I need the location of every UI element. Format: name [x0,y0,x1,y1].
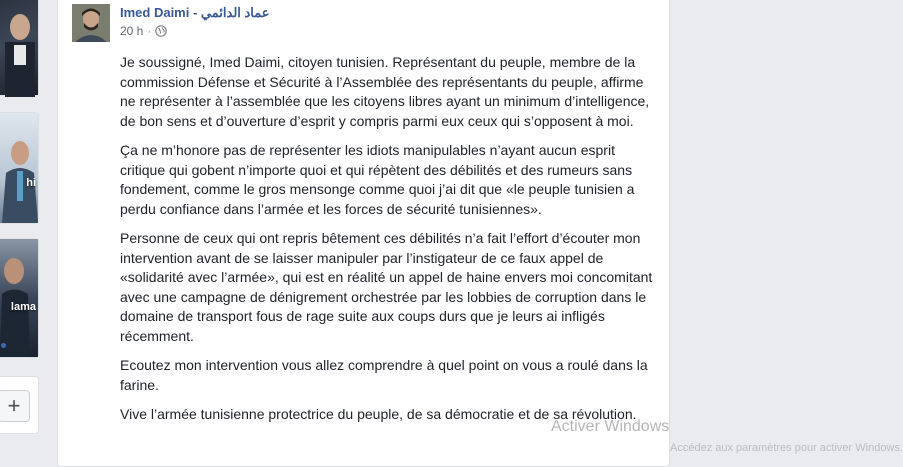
meta-separator: · [147,24,152,38]
post-paragraph: Ecoutez mon intervention vous allez comprendre à quel point on vous a roulé dans la farine. [120,357,648,393]
post-paragraph: Je soussigné, Imed Daimi, citoyen tunisien. Représentant du peuple, membre de la commission Défense et Sécurité à l’Assemblée des représentants du peuple, affirme ne représenter à l’assemblée que les citoyens libres ayant un minimum d’intelligence, de bon sens et d’ouverture d’esprit y compris parmi eux ceux qui s’opposent à moi. [120,54,650,129]
post-card [57,0,670,467]
story-card-1[interactable] [0,0,39,96]
story-thumbnail [0,0,38,95]
story-card-3[interactable] [0,238,39,358]
story-card-2[interactable] [0,112,39,224]
unread-dot [1,343,6,348]
author-avatar[interactable] [72,4,110,42]
windows-watermark-title: Activer Windows [551,418,670,435]
add-button[interactable]: + [0,390,30,422]
post-body [120,53,660,435]
left-sidebar [0,0,40,449]
post-meta [120,24,167,38]
story-label: hi [26,177,36,189]
post-time[interactable]: 20 h [120,24,144,38]
globe-icon[interactable] [155,25,167,37]
story-label: lama [10,301,36,313]
post-paragraph: Personne de ceux qui ont repris bêtement ces débilités n’a fait l’effort d’écouter mon intervention avant de se laisser manipuler par l’instigateur de ce faux appel de «solidarité avec l’armée», qui est en réalité un appel de haine envers moi concomitant avec une campagne de dénigrement orchestrée par les lobbies de corruption dans le domaine de transport fous de rage suite aux coups durs que je leurs ai infligés récemment. [120,230,653,344]
story-thumbnail [0,113,38,223]
story-thumbnail [0,239,38,357]
post-paragraph: Ça ne m’honore pas de représenter les idiots manipulables n’ayant aucun esprit critique qui gobent n’importe quoi et qui répètent des débilités et des rumeurs sans fondement, comme le gros mensonge comme quoi j’ai dit que «le peuple tunisien a perdu confiance dans l’armée et les forces de sécurité tunisiennes». [120,142,635,217]
windows-watermark-subtitle: Accédez aux paramètres pour activer Windows. [670,442,903,454]
author-name[interactable]: Imed Daimi - عماد الدائمي [120,5,270,20]
post-paragraph: Vive l’armée tunisienne protectrice du peuple, de sa démocratie et de sa révolution. [120,406,637,422]
